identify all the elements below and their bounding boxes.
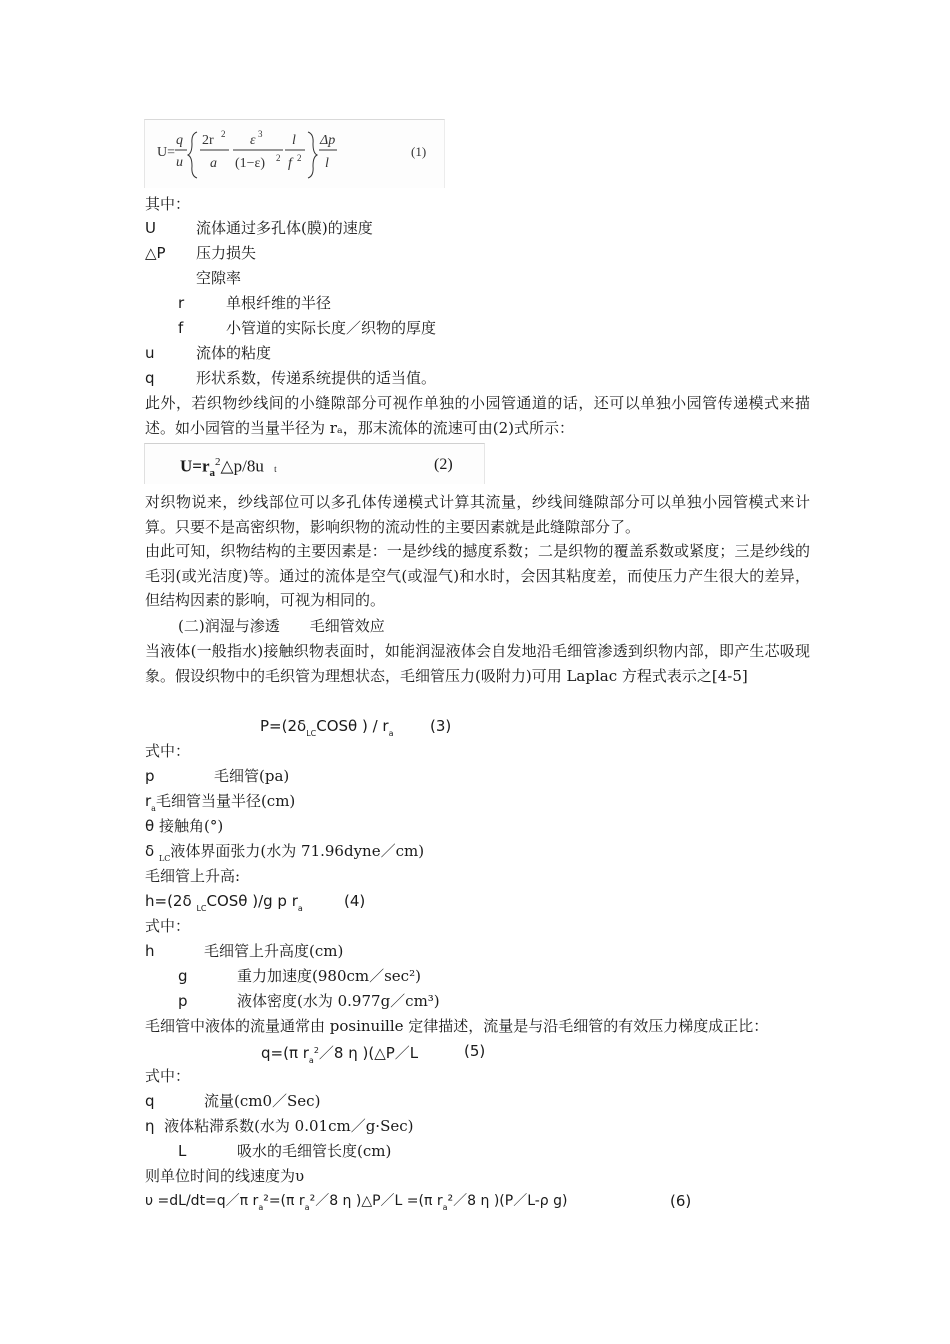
where-label: 式中：: [145, 1067, 191, 1085]
var-p-desc: 毛细管(pa): [214, 767, 290, 785]
paragraph-2: 对织物说来，纱线部位可以多孔体传递模式计算其流量，纱线间缝隙部分可以单独小园管模式来计算。只要不是高密织物，影响织物的流动性的主要因素就是此缝隙部分了。: [145, 493, 810, 536]
eq1-num4: Δp: [320, 133, 336, 148]
eq1-lhs: U=: [157, 145, 176, 160]
eq1-num1: 2r: [202, 133, 214, 148]
eq1-exp2b: 2: [276, 153, 281, 163]
var-L: L: [178, 1142, 187, 1160]
intro-label: 其中：: [145, 195, 191, 213]
def-text: 压力损失: [196, 244, 257, 262]
eq1-den1: a: [210, 156, 217, 171]
equation-5: q=(π $r_a^2/8$ η )(△P／L: [261, 1044, 419, 1065]
eq1-tag: (1): [411, 144, 427, 159]
eq1-den3: f: [288, 156, 292, 171]
def-symbol-u: u: [145, 344, 155, 362]
equation-1-svg: [145, 120, 444, 188]
var-g: g: [178, 967, 188, 985]
var-rho: p: [178, 992, 188, 1010]
equation-6-tag: (6): [670, 1192, 692, 1210]
var-rho-desc: 液体密度(水为 0.977g／cm³): [237, 992, 440, 1010]
where-label: 式中：: [145, 917, 191, 935]
var-ra: $r_a$毛细管当量半径(cm): [145, 792, 296, 813]
equation-2-tag: (2): [434, 456, 453, 473]
var-q-desc: 流量(cm0／Sec): [204, 1092, 321, 1110]
var-h: h: [145, 942, 155, 960]
var-eta: η 液体粘滞系数(水为 0.01cm／g·Sec): [145, 1117, 414, 1135]
equation-4-tag: (4): [344, 892, 366, 910]
def-symbol: U: [145, 219, 156, 237]
equation-3-tag: (3): [430, 717, 452, 735]
eq1-exp2a: 2: [221, 129, 226, 139]
def-row-u: [145, 216, 156, 240]
equation-4: h=(2δ $_{LC}$COSθ )/g p $r_a$: [145, 892, 303, 913]
where-label: 式中：: [145, 742, 191, 760]
paragraph-3: 由此可知，织物结构的主要因素是：一是纱线的撼度系数；二是织物的覆盖系数或紧度；三是纱线的毛羽(或光洁度)等。通过的流体是空气(或湿气)和水时，会因其粘度差，而使压力产生很大的差异，但结构因素的影响，可视为相同的。: [145, 542, 810, 609]
eq1-num3: l: [292, 133, 296, 148]
var-q: q: [145, 1092, 155, 1110]
eq1-exp2c: 2: [297, 153, 302, 163]
equation-1-image: [144, 119, 445, 188]
eq1-den4: l: [325, 156, 329, 171]
equation-2: $U=r_a^2\triangle p/8u$ t: [180, 456, 277, 480]
paragraph-4: 当液体(一般指水)接触织物表面时，如能润湿液体会自发地沿毛细管渗透到织物内部，即产生芯吸现象。假设织物中的毛织管为理想状态，毛细管压力(吸附力)可用 Laplac 方程式表示之[4-5]: [145, 642, 810, 685]
section-heading: (二)润湿与渗透 毛细管效应: [178, 617, 385, 635]
def-text: 流体的粘度: [196, 344, 272, 362]
eq1-q: q: [176, 133, 183, 148]
rise-label: 毛细管上升高:: [145, 867, 241, 885]
def-text: 形状系数，传递系统提供的适当值。: [196, 369, 437, 387]
def-text: 单根纤维的半径: [226, 294, 332, 312]
def-symbol-dp: △P: [145, 244, 166, 262]
def-text: 流体通过多孔体(膜)的速度: [196, 219, 373, 237]
var-delta: δ $_{LC}$液体界面张力(水为 71.96dyne／cm): [145, 842, 425, 863]
eq1-den2: (1−ε): [235, 156, 266, 171]
equation-3: $P=(2\delta_{LC}COS\theta$ ) / $r_a$: [260, 717, 394, 738]
equation-6: υ =dL/dt=q／π $r_a^2=(\pi$ $r_a^2/8$ η )△P／L =(π $r_a^2/8$ η )(P／L-ρ g): [145, 1193, 568, 1212]
def-symbol-r: r: [178, 294, 185, 312]
eq1-num2: ε: [250, 133, 256, 148]
paragraph-1: 此外，若织物纱线间的小缝隙部分可视作单独的小园管通道的话，还可以单独小园管传递模式来描述。如小园管的当量半径为 rₐ，那末流体的流速可由(2)式所示：: [145, 394, 810, 437]
equation-5-tag: (5): [464, 1042, 486, 1060]
eq1-exp3: 3: [258, 129, 263, 139]
def-symbol-f: f: [178, 319, 184, 337]
velocity-label: 则单位时间的线速度为υ: [145, 1167, 305, 1185]
def-text: 小管道的实际长度／织物的厚度: [226, 319, 437, 337]
eq1-u: u: [176, 155, 183, 170]
var-p: p: [145, 767, 155, 785]
var-g-desc: 重力加速度(980cm／sec²): [237, 967, 421, 985]
def-text: 空隙率: [196, 269, 242, 287]
paragraph-5: 毛细管中液体的流量通常由 posinuille 定律描述，流量是与沿毛细管的有效压力梯度成正比：: [145, 1017, 769, 1035]
var-L-desc: 吸水的毛细管长度(cm): [237, 1142, 392, 1160]
var-theta: θ 接触角(°): [145, 817, 224, 835]
def-symbol-q: q: [145, 369, 155, 387]
var-h-desc: 毛细管上升高度(cm): [204, 942, 344, 960]
